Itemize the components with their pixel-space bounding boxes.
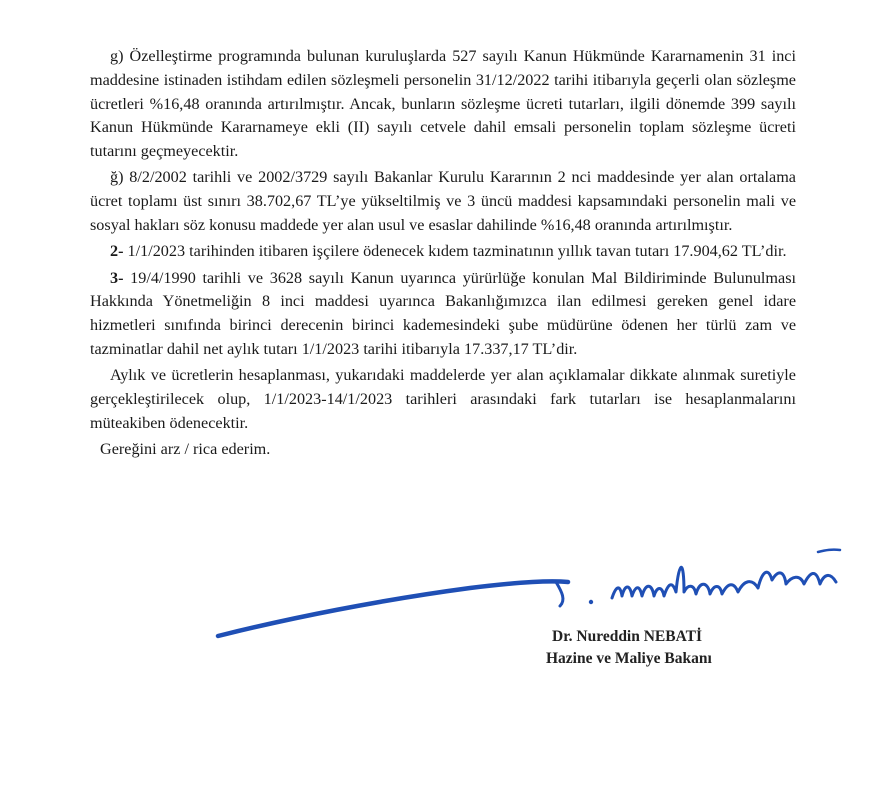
paragraph-calculation: Aylık ve ücretlerin hesaplanması, yukarıdaki maddelerde yer alan açıklamalar dikkate alınmak suretiyle gerçekleştirilecek olup, 1/1/2023-14/1/2023 tarihleri arasındaki fark tutarları ise hesaplanmalarını müteakiben ödenecektir. bbox=[90, 366, 796, 432]
item-3 bbox=[90, 267, 796, 362]
paragraph-g-breve: ğ) 8/2/2002 tarihli ve 2002/3729 sayılı Bakanlar Kurulu Kararının 2 nci maddesinde yer alan ortalama ücret toplamı üst sınırı 38.702,67 TL’ye yükseltilmiş ve 3 üncü maddesi kapsamındaki personelin mali ve sosyal hakları söz konusu maddede yer alan usul ve esaslar dahilinde %16,48 oranında artırılmıştır. bbox=[90, 168, 796, 235]
item-2-number: 2- bbox=[110, 242, 124, 261]
signatory-title: Hazine ve Maliye Bakanı bbox=[546, 650, 712, 667]
item-3-text: 19/4/1990 tarihli ve 3628 sayılı Kanun uyarınca yürürlüğe konulan Mal Bildiriminde Bulunulması Hakkında Yönetmeliğin 8 inci maddesi uyarınca Bakanlığımızca ilan edilmesi gereken genel idare hizmetleri sınıfında birinci derecenin birinci kademesindeki şube müdürüne ödenen her türlü zam ve tazminatlar dahil net aylık tutarı 1/1/2023 tarihi itibarıyla 17.337,17 TL’dir. bbox=[90, 268, 796, 359]
item-3-number: 3- bbox=[110, 268, 124, 287]
closing-line: Gereğini arz / rica ederim. bbox=[100, 440, 271, 459]
signatory-name: Dr. Nureddin NEBATİ bbox=[552, 628, 703, 645]
paragraph-g: g) Özelleştirme programında bulunan kuruluşlarda 527 sayılı Kanun Hükmünde Kararnamenin 31 inci maddesine istinaden istihdam edilen sözleşmeli personelin 31/12/2022 tarihi itibarıyla geçerli olan sözleşme ücretleri %16,48 oranında artırılmıştır. Ancak, bunların sözleşme ücreti tutarları, ilgili dönemde 399 sayılı Kanun Hükmünde Kararnameye ekli (II) sayılı cetvele dahil emsali personelin toplam sözleşme ücreti tutarını geçmeyecektir. bbox=[90, 47, 796, 161]
document-body bbox=[90, 45, 796, 465]
item-2 bbox=[90, 240, 796, 264]
item-2-text: 1/1/2023 tarihinden itibaren işçilere ödenecek kıdem tazminatının yıllık tavan tutarı 17.904,62 TL’dir. bbox=[123, 242, 787, 261]
signatory-block bbox=[546, 626, 712, 670]
